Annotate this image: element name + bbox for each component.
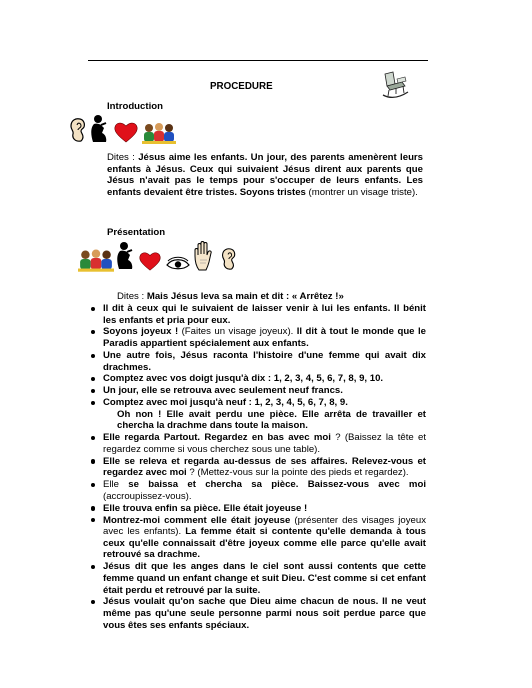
bullet-normal-2: (accroupissez-vous).: [103, 490, 192, 502]
bullet-bold: Une autre fois, Jésus raconta l'histoire d'une femme qui avait dix drachmes.: [103, 349, 426, 373]
bullet-bold: Jésus dit que les anges dans le ciel sont aussi contents que cette femme quand un enfant change et suit Dieu. C'est comme si cet enfant était perdu et retrouvé par la suite.: [103, 561, 426, 596]
ear-icon: [66, 116, 88, 144]
list-item: [88, 561, 426, 596]
bullet-indent-text: Oh non ! Elle avait perdu une pièce. Elle arrêta de travailler et chercha la drachme dans toute la maison.: [117, 408, 426, 432]
praying-figure-icon: [88, 114, 110, 144]
bullet-bold: Il dit à ceux qui le suivaient de laisser venir à lui les enfants. Il bénit les enfants et pria pour eux.: [103, 303, 426, 326]
list-item: [88, 456, 426, 479]
list-item: [88, 479, 426, 502]
top-rule: [88, 60, 428, 61]
bullet-bold: Soyons joyeux !: [103, 326, 179, 338]
bullet-normal: Elle: [103, 479, 129, 491]
list-item: [88, 303, 426, 326]
list-item: [88, 326, 426, 349]
bullet-bold: Comptez avec moi jusqu'à neuf : 1, 2, 3, 4, 5, 6, 7, 8, 9.: [103, 397, 348, 409]
list-item: [88, 385, 426, 397]
presentation-icon-row: [78, 240, 238, 272]
list-item: [88, 373, 426, 385]
page-title: PROCEDURE: [210, 81, 273, 92]
introduction-normal-text: (montrer un visage triste).: [305, 186, 418, 198]
bullet-bold-2: La femme était si contente qu'elle demanda à tous ceux qu'elle connaissait d'être joyeux comme elle parce qu'elle avait retrouvé sa drachme.: [103, 526, 426, 561]
list-item: [88, 515, 426, 561]
ear-icon: [218, 246, 238, 272]
heart-icon: [113, 120, 139, 144]
bullet-normal: ? (Baissez la tête et regardez comme si vous cherchez sous une table).: [103, 432, 426, 455]
children-group-icon: [142, 120, 176, 144]
introduction-icon-row: [66, 114, 176, 144]
bullet-normal: (présenter des visages joyeux avec les enfants).: [103, 514, 426, 538]
praying-figure-icon: [114, 240, 136, 272]
bullet-bold-2: Il dit à tout le monde que le Paradis appartient spécialement aux enfants.: [103, 326, 426, 350]
bullet-bold: Un jour, elle se retrouva avec seulement neuf francs.: [103, 385, 343, 397]
bullet-bold: Elle trouva enfin sa pièce. Elle était joyeuse !: [103, 502, 308, 514]
bullet-normal: ? (Mettez-vous sur la pointe des pieds et regardez).: [186, 467, 409, 479]
children-group-icon: [78, 246, 114, 272]
presentation-intro-prefix: Dites :: [117, 291, 147, 302]
introduction-paragraph: [107, 152, 423, 198]
presentation-intro: [117, 291, 344, 303]
list-item: [88, 503, 426, 515]
hand-icon: [193, 240, 215, 272]
bullet-bold: Elle se releva et regarda au-dessus de ses affaires. Relevez-vous et regardez avec moi: [103, 455, 426, 479]
list-item: [88, 350, 426, 373]
eye-icon: [165, 256, 191, 272]
bullet-normal: (Faites un visage joyeux).: [178, 326, 297, 338]
list-item: [88, 596, 426, 631]
presentation-intro-bold: Mais Jésus leva sa main et dit : « Arrêtez !»: [146, 291, 344, 302]
bullet-bold: Jésus voulait qu'on sache que Dieu aime chacun de nous. Il ne veut même pas qu'une seule personne parmi nous soit perdue parce que vous êtes ses enfants spéciaux.: [103, 596, 426, 631]
presentation-bullet-list: [88, 303, 426, 631]
rocking-chair-icon: [380, 70, 410, 102]
bullet-bold: Comptez avec vos doigt jusqu'à dix : 1, 2, 3, 4, 5, 6, 7, 8, 9, 10.: [103, 373, 384, 385]
bullet-bold-2: se baissa et chercha sa pièce. Baissez-vous avec moi: [128, 479, 426, 491]
list-item: [88, 397, 426, 432]
presentation-heading: Présentation: [107, 227, 166, 238]
introduction-heading: Introduction: [107, 101, 163, 112]
introduction-dites-label: Dites :: [107, 152, 139, 163]
bullet-bold: Elle regarda Partout. Regardez en bas avec moi: [103, 432, 331, 444]
bullet-bold: Montrez-moi comment elle était joyeuse: [103, 514, 291, 526]
list-item: [88, 432, 426, 455]
heart-icon: [138, 250, 162, 272]
introduction-bold-text: Jésus aime les enfants. Un jour, des parents amenèrent leurs enfants à Jésus. Ceux qui suivaient Jésus dirent aux parents que Jésus n'avait pas le temps pour s'occuper de leurs enfants. Les enfants devaient être tristes. Soyons tristes: [107, 152, 423, 198]
